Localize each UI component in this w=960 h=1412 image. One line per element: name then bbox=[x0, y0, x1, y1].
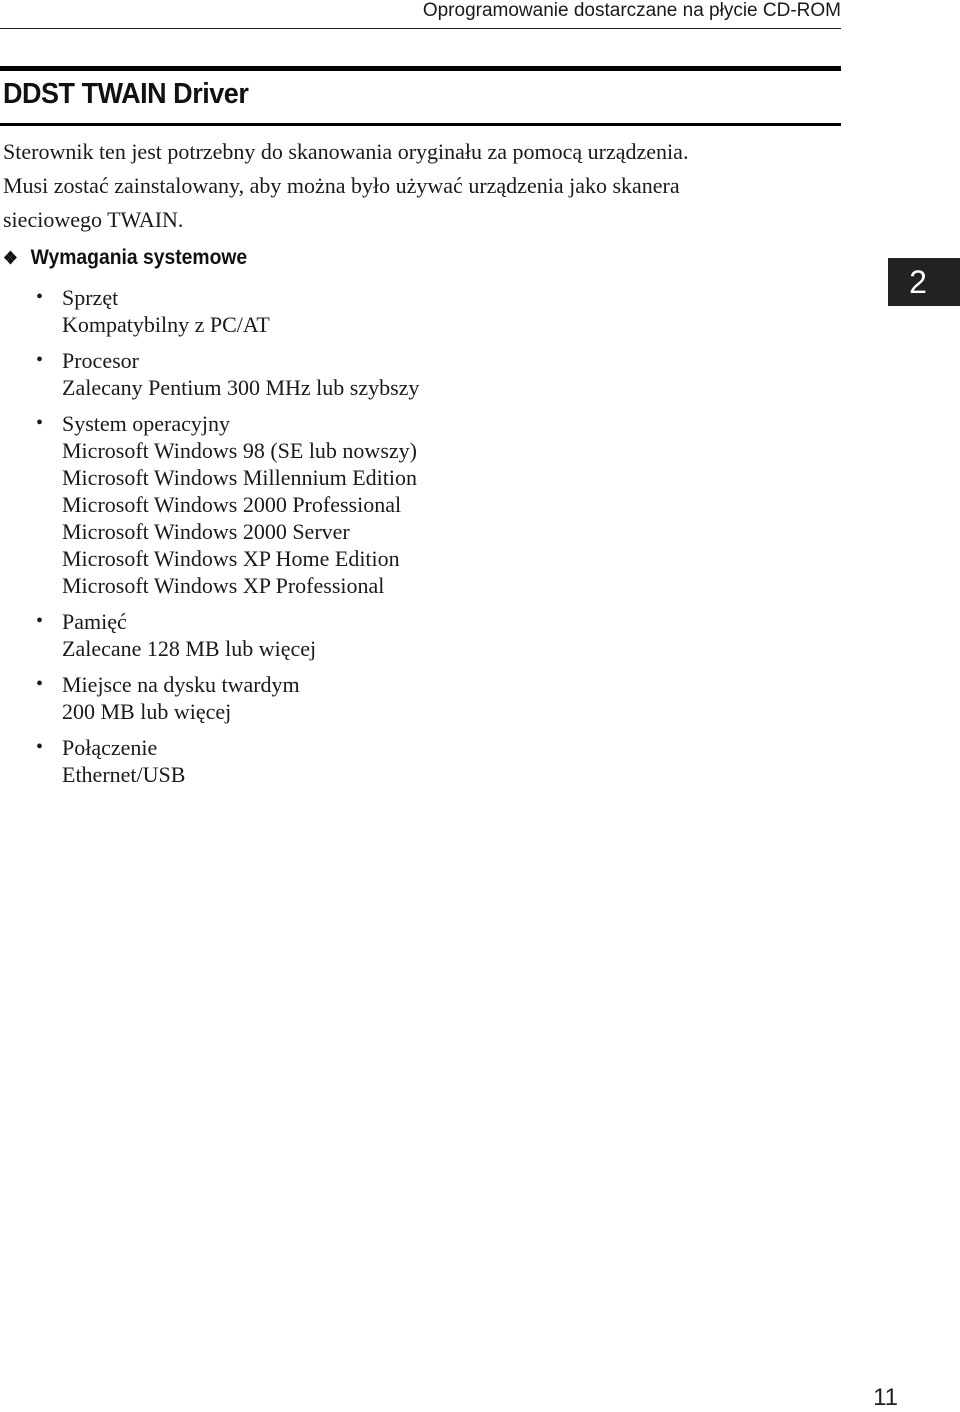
requirements-heading bbox=[3, 246, 247, 270]
bullet-icon: • bbox=[36, 286, 44, 308]
requirement-value: Kompatybilny z PC/AT bbox=[62, 312, 270, 337]
requirement-label: Połączenie bbox=[62, 735, 158, 760]
running-header: Oprogramowanie dostarczane na płycie CD-ROM bbox=[422, 0, 841, 21]
requirement-value: Ethernet/USB bbox=[62, 762, 186, 787]
list-item bbox=[36, 608, 419, 662]
requirement-value: 200 MB lub więcej bbox=[62, 699, 232, 724]
requirement-value: Microsoft Windows Millennium Edition bbox=[62, 465, 417, 490]
requirement-label: System operacyjny bbox=[62, 411, 231, 436]
requirement-label: Procesor bbox=[62, 348, 139, 373]
intro-line-1: Sterownik ten jest potrzebny do skanowania oryginału za pomocą urządzenia. bbox=[3, 139, 689, 164]
intro-paragraph bbox=[3, 135, 843, 237]
list-item bbox=[36, 284, 419, 338]
requirement-value: Microsoft Windows XP Professional bbox=[62, 573, 385, 598]
requirements-heading-text: Wymagania systemowe bbox=[30, 246, 248, 269]
bullet-icon: • bbox=[36, 349, 44, 371]
bullet-icon: • bbox=[36, 610, 44, 632]
chapter-tab: 2 bbox=[888, 258, 960, 306]
bullet-icon: • bbox=[36, 736, 44, 758]
intro-line-3: sieciowego TWAIN. bbox=[3, 207, 184, 232]
requirement-value: Microsoft Windows 98 (SE lub nowszy) bbox=[62, 438, 417, 463]
requirement-value: Zalecane 128 MB lub więcej bbox=[62, 636, 317, 661]
list-item bbox=[36, 671, 419, 725]
title-rule-top bbox=[0, 66, 841, 71]
list-item bbox=[36, 347, 419, 401]
requirement-label: Miejsce na dysku twardym bbox=[62, 672, 300, 697]
requirement-value: Microsoft Windows 2000 Server bbox=[62, 519, 350, 544]
requirement-label: Sprzęt bbox=[62, 285, 119, 310]
requirement-label: Pamięć bbox=[62, 609, 127, 634]
page-number: 11 bbox=[873, 1384, 898, 1411]
requirement-value: Microsoft Windows 2000 Professional bbox=[62, 492, 402, 517]
requirement-value: Microsoft Windows XP Home Edition bbox=[62, 546, 400, 571]
diamond-bullet-icon: ❖ bbox=[3, 248, 18, 268]
requirements-list bbox=[36, 284, 419, 797]
section-title: DDST TWAIN Driver bbox=[3, 78, 249, 110]
header-rule bbox=[0, 28, 841, 29]
list-item bbox=[36, 734, 419, 788]
title-rule-bottom bbox=[0, 123, 841, 126]
bullet-icon: • bbox=[36, 412, 44, 434]
requirement-value: Zalecany Pentium 300 MHz lub szybszy bbox=[62, 375, 420, 400]
bullet-icon: • bbox=[36, 673, 44, 695]
intro-line-2: Musi zostać zainstalowany, aby można było używać urządzenia jako skanera bbox=[3, 173, 680, 198]
list-item bbox=[36, 410, 419, 599]
